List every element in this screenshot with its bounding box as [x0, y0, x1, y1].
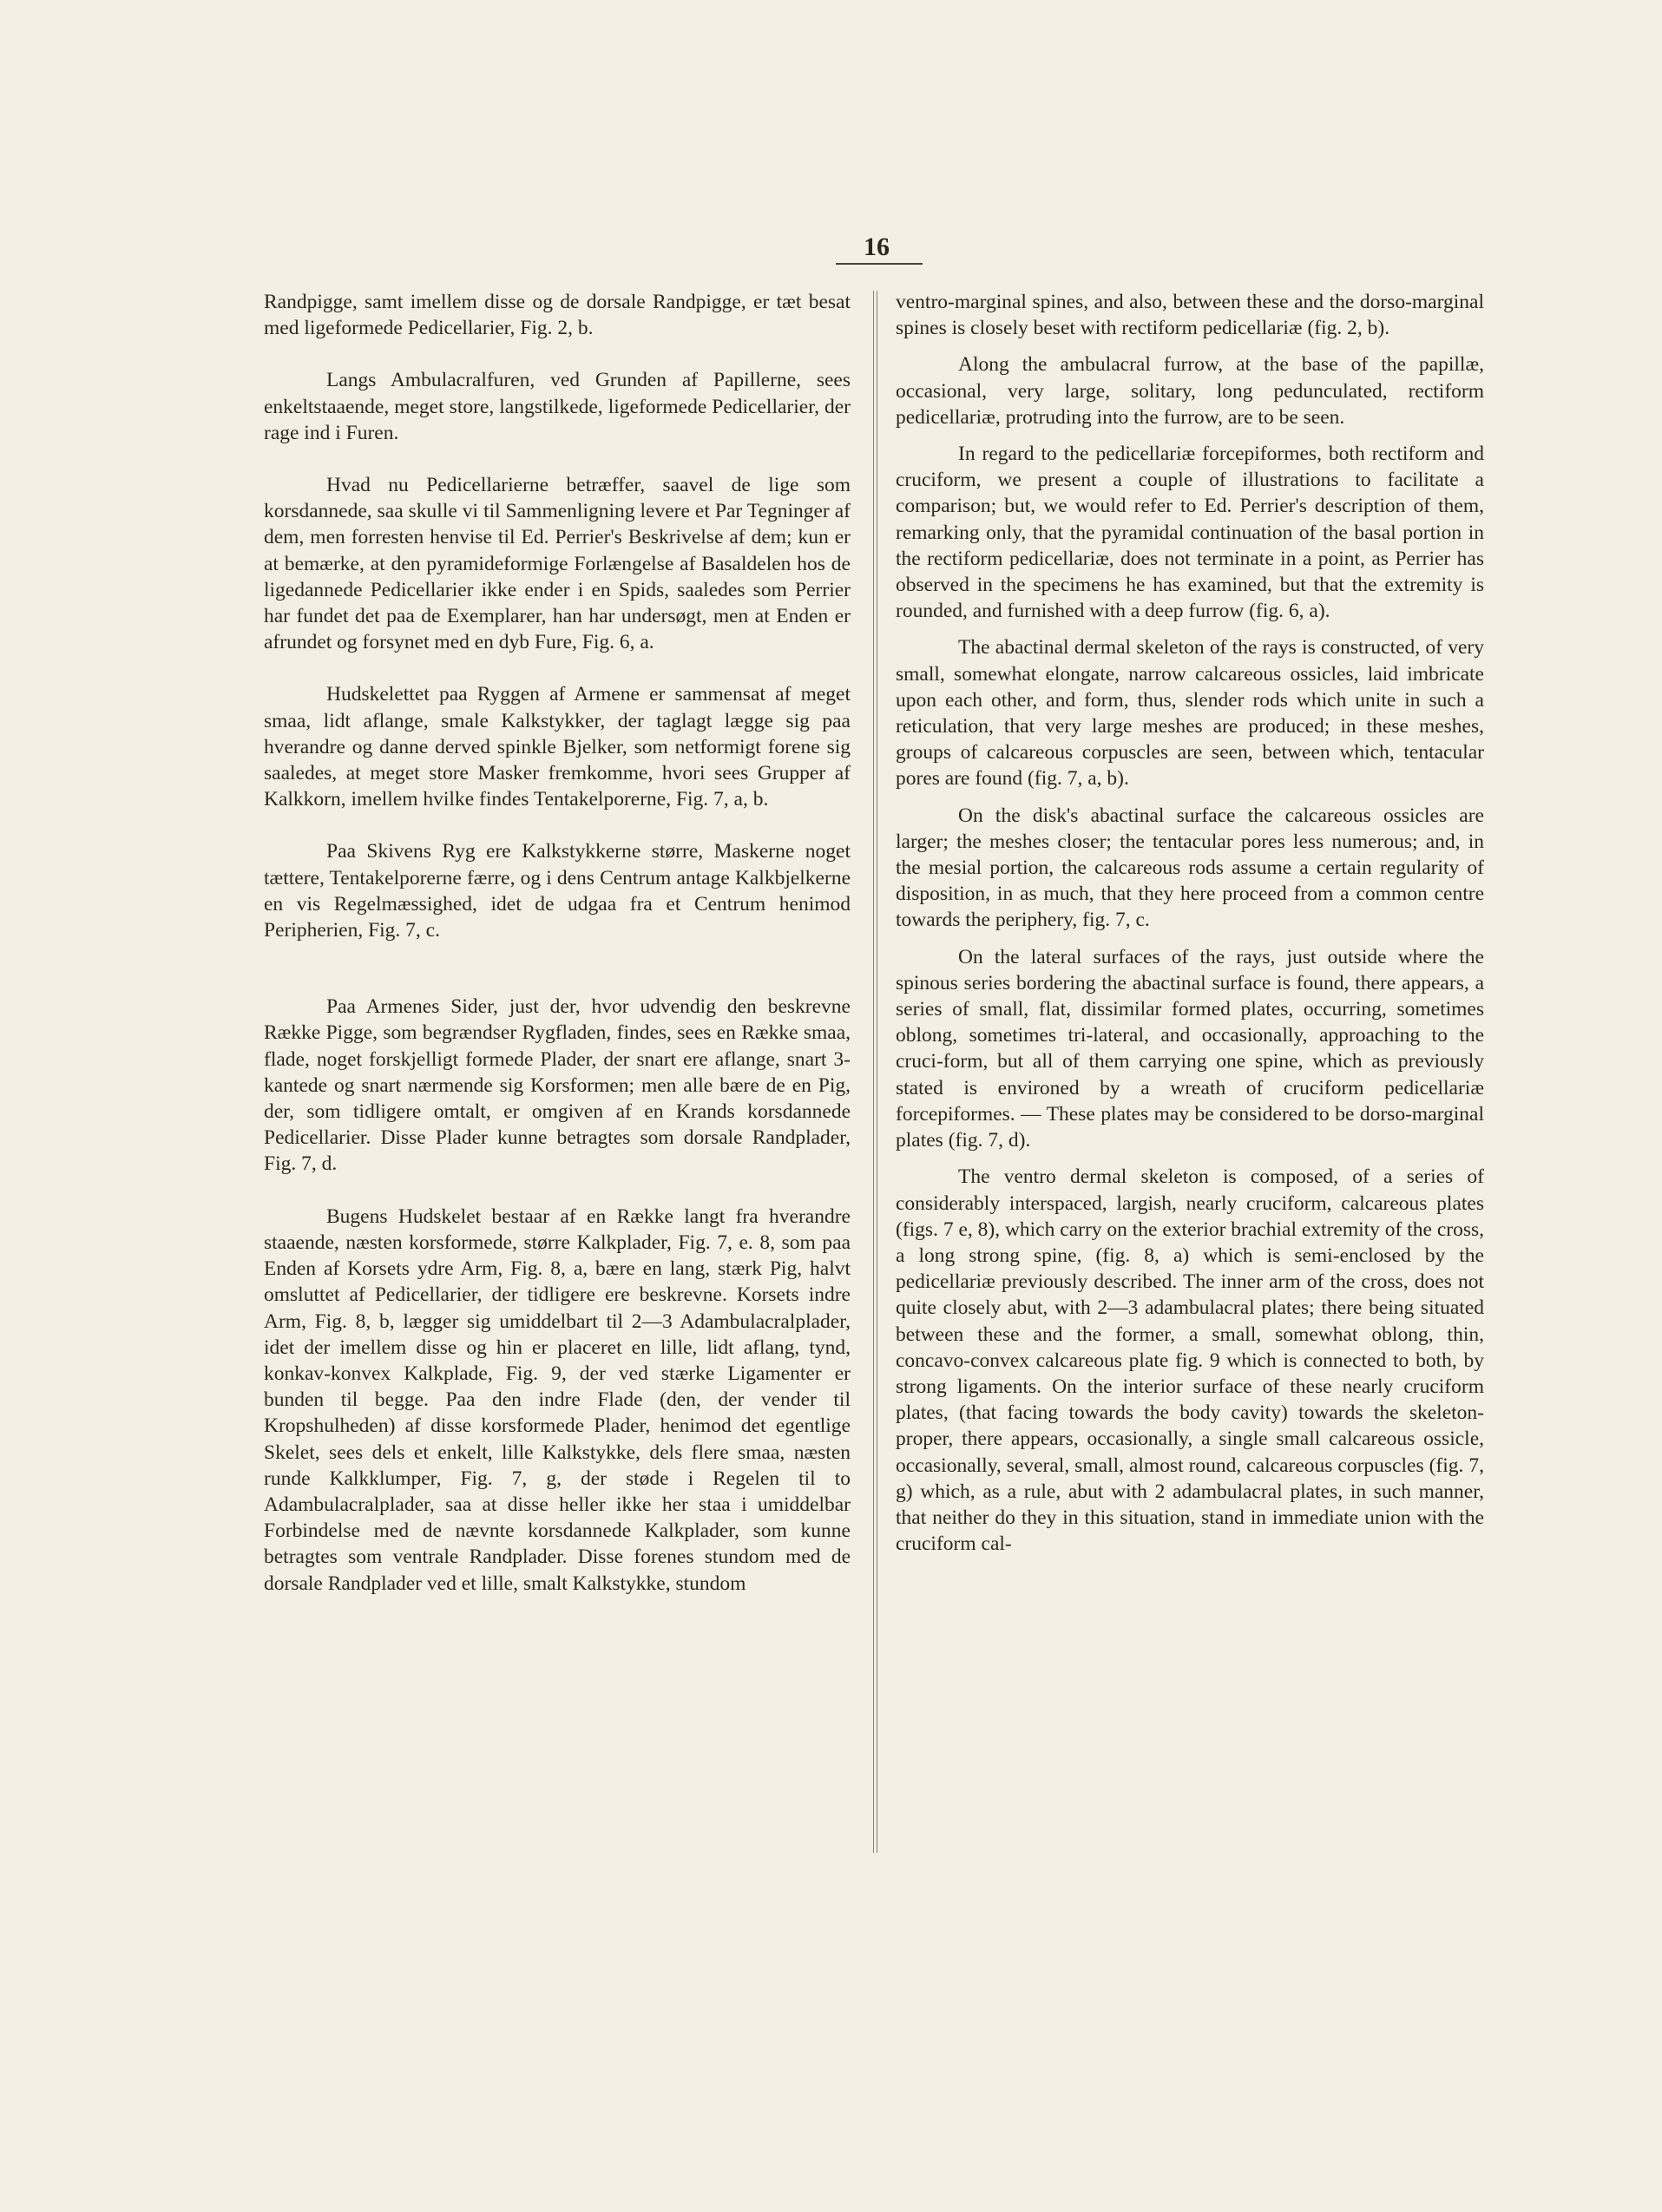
danish-paragraph-2: Langs Ambulacralfuren, ved Grunden af Papillerne, sees enkeltstaaende, meget store, langstilkede, ligeformede Pedicellarier, der rage ind i Furen.	[264, 369, 851, 444]
english-paragraph-1: ventro-marginal spines, and also, between these and the dorso-marginal spines is closely beset with rectiform pedicellariæ (fig. 2, b).	[896, 291, 1484, 340]
danish-paragraph-1: Randpigge, samt imellem disse og de dorsale Randpigge, er tæt besat med ligeformede Pedicellarier, Fig. 2, b.	[264, 291, 851, 340]
english-paragraph-2: Along the ambulacral furrow, at the base of the papillæ, occasional, very large, solitary, long pedunculated, rectiform pedicellariæ, protruding into the furrow, are to be seen.	[896, 353, 1484, 429]
english-paragraph-6: On the lateral surfaces of the rays, just outside where the spinous series bordering the abactinal surface is found, there appears, a series of small, flat, dissimilar formed plates, occurring, sometimes oblong, sometimes tri-lateral, and occasionally, approaching to the cruci-form, but all of them carrying one spine, which as previously stated is environed by a wreath of cruciform pedicellariæ forcepiformes. — These plates may be considered to be dorso-marginal plates (fig. 7, d).	[896, 945, 1484, 1152]
english-paragraph-3: In regard to the pedicellariæ forcepiformes, both rectiform and cruciform, we present a couple of illustrations to facilitate a comparison; but, we would refer to Ed. Perrier's description of them, remarking only, that the pyramidal continuation of the basal portion in the rectiform pedicellariæ, does not terminate in a point, as Perrier has observed in the specimens he has examined, but that the extremity is rounded, and furnished with a deep furrow (fig. 6, a).	[896, 443, 1484, 623]
english-paragraph-7: The ventro dermal skeleton is composed, of a series of considerably interspaced, largish, nearly cruciform, calcareous plates (figs. 7 e, 8), which carry on the exterior brachial extremity of the cross, a long strong spine, (fig. 8, a) which is semi-enclosed by the pedicellariæ previously described. The inner arm of the cross, does not quite closely abut, with 2—3 adambulacral plates; there being situated between these and the former, a small, somewhat oblong, thin, concavo-convex calcareous plate fig. 9 which is connected to both, by strong ligaments. On the interior surface of these nearly cruciform plates, (that facing towards the body cavity) towards the skeleton-proper, there appears, occasionally, a single small calcareous ossicle, occasionally, several, small, almost round, calcareous corpuscles (fig. 7, g) which, as a rule, abut with 2 adambulacral plates, in such manner, that neither do they in this situation, stand in immediate union with the cruciform cal-	[896, 1165, 1484, 1556]
danish-column	[264, 289, 851, 1623]
english-paragraph-5: On the disk's abactinal surface the calcareous ossicles are larger; the meshes closer; the tentacular pores less numerous; and, in the mesial portion, the calcareous rods assume a certain regularity of disposition, in as much, that they here proceed from a common centre towards the periphery, fig. 7, c.	[896, 804, 1484, 932]
danish-paragraph-5: Paa Skivens Ryg ere Kalkstykkerne større, Maskerne noget tættere, Tentakelporerne færre, og i dens Centrum antage Kalkbjelkerne en vis Regelmæssighed, idet de udgaa fra et Centrum henimod Peripherien, Fig. 7, c.	[264, 840, 851, 942]
danish-paragraph-7: Bugens Hudskelet bestaar af en Række langt fra hverandre staaende, næsten korsformede, større Kalkplader, Fig. 7, e. 8, som paa Enden af Korsets ydre Arm, Fig. 8, a, bære en lang, stærk Pig, halvt omsluttet af Pedicellarier, der tidligere ere beskrevne. Korsets indre Arm, Fig. 8, b, lægger sig umiddelbart til 2—3 Adambulacralplader, idet der imellem disse og hin er placeret en lille, lidt aflang, tynd, konkav-konvex Kalkplade, Fig. 9, der ved stærke Ligamenter er bunden til begge. Paa den indre Flade (den, der vender til Kropshulheden) af disse korsformede Plader, henimod det egentlige Skelet, sees dels et enkelt, lille Kalkstykke, dels flere smaa, næsten runde Kalkklumper, Fig. 7, g, der støde i Regelen til to Adambulacralplader, saa at disse heller ikke her staa i umiddelbar Forbindelse med de nævnte korsdannede Kalkplader, som kunne betragtes som ventrale Randplader. Disse forenes stundom med de dorsale Randplader ved et lille, smalt Kalkstykke, stundom	[264, 1204, 851, 1595]
danish-paragraph-3: Hvad nu Pedicellarierne betræffer, saavel de lige som korsdannede, saa skulle vi til Sammenligning levere et Par Tegninger af dem, men forresten henvise til Ed. Perrier's Beskrivelse af dem; kun er at bemærke, at den pyramideformige Forlængelse af Basaldelen hos de ligedannede Pedicellarier ikke ender i en Spids, saaledes som Perrier har fundet det paa de Exemplarer, han har undersøgt, men at Enden er afrundet og forsynet med en dyb Fure, Fig. 6, a.	[264, 474, 851, 654]
page-number-rule	[836, 263, 923, 265]
danish-paragraph-4: Hudskelettet paa Ryggen af Armene er sammensat af meget smaa, lidt aflange, smale Kalkstykker, der taglagt lægge sig paa hverandre og danne derved spinkle Bjelker, som netformigt forene sig saaledes, at meget store Masker fremkomme, hvori sees Grupper af Kalkkorn, imellem hvilke findes Tentakelporerne, Fig. 7, a, b.	[264, 683, 851, 811]
english-column	[896, 289, 1484, 1567]
column-divider-left	[873, 291, 874, 1853]
english-paragraph-4: The abactinal dermal skeleton of the rays is constructed, of very small, somewhat elongate, narrow calcareous ossicles, laid imbricate upon each other, and form, thus, slender rods which unite in such a reticulation, that very large meshes are produced; in these meshes, groups of calcareous corpuscles are seen, between which, tentacular pores are found (fig. 7, a, b).	[896, 636, 1484, 791]
danish-paragraph-6: Paa Armenes Sider, just der, hvor udvendig den beskrevne Række Pigge, som begrændser Rygfladen, findes, sees en Række smaa, flade, noget forskjelligt formede Plader, der snart ere aflange, snart 3-kantede og snart nærmende sig Korsformen; men alle bære de en Pig, der, som tidligere omtalt, er omgiven af en Krands korsdannede Pedicellarier. Disse Plader kunne betragtes som dorsale Randplader, Fig. 7, d.	[264, 995, 851, 1176]
page-number: 16	[864, 233, 890, 261]
